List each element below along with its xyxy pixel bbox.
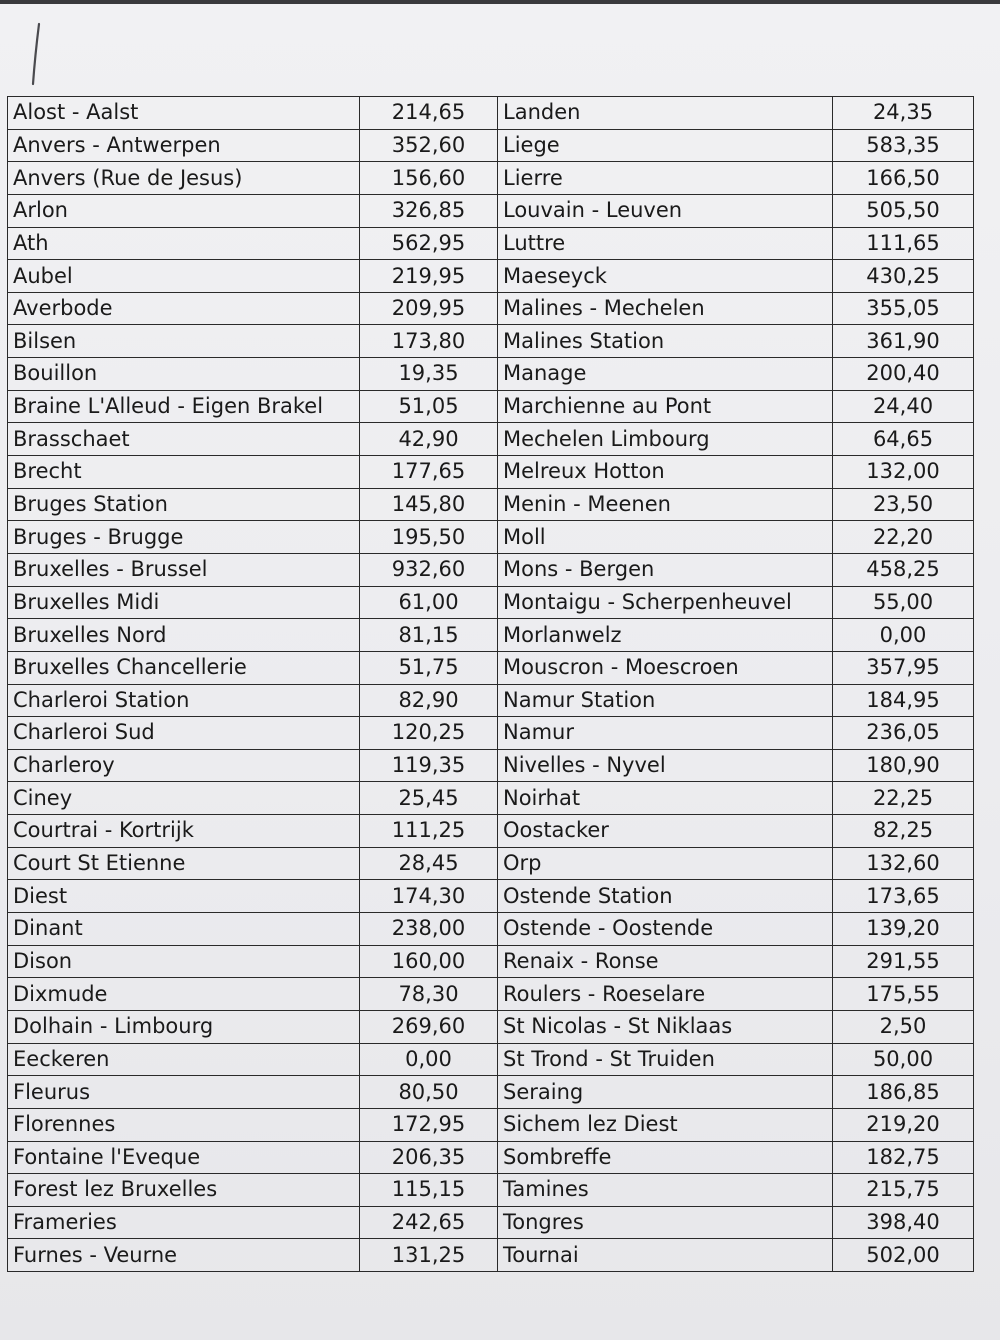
right-city-cell: Mons - Bergen [498,553,833,586]
left-value-cell: 219,95 [360,260,498,293]
right-value-cell: 236,05 [833,717,974,750]
right-city-cell: Luttre [498,227,833,260]
right-city-cell: Orp [498,847,833,880]
right-city-cell: Liege [498,129,833,162]
left-city-cell: Fleurus [8,1076,360,1109]
table-row [8,847,974,880]
right-city-cell: Malines Station [498,325,833,358]
table-row [8,913,974,946]
right-value-cell: 132,00 [833,456,974,489]
table-row [8,717,974,750]
right-value-cell: 2,50 [833,1010,974,1043]
right-city-cell: Montaigu - Scherpenheuvel [498,586,833,619]
left-city-cell: Furnes - Veurne [8,1239,360,1272]
right-value-cell: 357,95 [833,651,974,684]
left-city-cell: Eeckeren [8,1043,360,1076]
right-value-cell: 111,65 [833,227,974,260]
left-value-cell: 269,60 [360,1010,498,1043]
table-row [8,1141,974,1174]
left-value-cell: 214,65 [360,97,498,130]
left-value-cell: 160,00 [360,945,498,978]
right-city-cell: Manage [498,358,833,391]
table-row [8,880,974,913]
left-value-cell: 51,05 [360,390,498,423]
right-city-cell: Landen [498,97,833,130]
left-city-cell: Bruxelles Midi [8,586,360,619]
left-value-cell: 42,90 [360,423,498,456]
table-row [8,390,974,423]
left-value-cell: 82,90 [360,684,498,717]
right-value-cell: 184,95 [833,684,974,717]
right-city-cell: Malines - Mechelen [498,292,833,325]
left-value-cell: 78,30 [360,978,498,1011]
right-value-cell: 55,00 [833,586,974,619]
right-value-cell: 50,00 [833,1043,974,1076]
table-row [8,260,974,293]
right-value-cell: 64,65 [833,423,974,456]
right-value-cell: 219,20 [833,1108,974,1141]
table-row [8,194,974,227]
left-value-cell: 173,80 [360,325,498,358]
table-row [8,1076,974,1109]
right-value-cell: 186,85 [833,1076,974,1109]
right-city-cell: St Nicolas - St Niklaas [498,1010,833,1043]
left-city-cell: Bilsen [8,325,360,358]
right-value-cell: 430,25 [833,260,974,293]
table-row [8,749,974,782]
right-city-cell: Moll [498,521,833,554]
right-value-cell: 166,50 [833,162,974,195]
left-value-cell: 81,15 [360,619,498,652]
left-city-cell: Dolhain - Limbourg [8,1010,360,1043]
left-value-cell: 172,95 [360,1108,498,1141]
right-value-cell: 173,65 [833,880,974,913]
left-city-cell: Bouillon [8,358,360,391]
left-city-cell: Bruxelles Chancellerie [8,651,360,684]
right-city-cell: Renaix - Ronse [498,945,833,978]
right-value-cell: 291,55 [833,945,974,978]
right-city-cell: St Trond - St Truiden [498,1043,833,1076]
right-value-cell: 22,20 [833,521,974,554]
left-value-cell: 61,00 [360,586,498,619]
right-value-cell: 82,25 [833,815,974,848]
table-row [8,423,974,456]
left-city-cell: Arlon [8,194,360,227]
table-row [8,227,974,260]
left-value-cell: 156,60 [360,162,498,195]
left-city-cell: Court St Etienne [8,847,360,880]
left-value-cell: 25,45 [360,782,498,815]
right-value-cell: 361,90 [833,325,974,358]
left-value-cell: 51,75 [360,651,498,684]
table-row [8,456,974,489]
left-value-cell: 19,35 [360,358,498,391]
pen-stroke-mark [28,22,44,86]
left-city-cell: Anvers - Antwerpen [8,129,360,162]
right-value-cell: 180,90 [833,749,974,782]
right-value-cell: 502,00 [833,1239,974,1272]
right-value-cell: 355,05 [833,292,974,325]
table-row [8,488,974,521]
left-value-cell: 174,30 [360,880,498,913]
left-city-cell: Bruges - Brugge [8,521,360,554]
right-value-cell: 23,50 [833,488,974,521]
left-city-cell: Dison [8,945,360,978]
table-row [8,782,974,815]
left-value-cell: 80,50 [360,1076,498,1109]
left-city-cell: Braine L'Alleud - Eigen Brakel [8,390,360,423]
table-row [8,1239,974,1272]
table-row [8,521,974,554]
right-city-cell: Sichem lez Diest [498,1108,833,1141]
left-city-cell: Alost - Aalst [8,97,360,130]
left-city-cell: Charleroi Sud [8,717,360,750]
left-value-cell: 932,60 [360,553,498,586]
right-value-cell: 139,20 [833,913,974,946]
table-row [8,651,974,684]
left-city-cell: Anvers (Rue de Jesus) [8,162,360,195]
left-city-cell: Dinant [8,913,360,946]
right-value-cell: 22,25 [833,782,974,815]
left-value-cell: 195,50 [360,521,498,554]
right-city-cell: Sombreffe [498,1141,833,1174]
table-row [8,586,974,619]
left-value-cell: 562,95 [360,227,498,260]
table-row [8,292,974,325]
table-row [8,162,974,195]
table-row [8,815,974,848]
left-city-cell: Ath [8,227,360,260]
right-city-cell: Seraing [498,1076,833,1109]
table-row [8,1043,974,1076]
left-city-cell: Florennes [8,1108,360,1141]
left-value-cell: 209,95 [360,292,498,325]
right-city-cell: Louvain - Leuven [498,194,833,227]
left-value-cell: 131,25 [360,1239,498,1272]
right-value-cell: 175,55 [833,978,974,1011]
right-city-cell: Maeseyck [498,260,833,293]
right-city-cell: Tournai [498,1239,833,1272]
right-value-cell: 398,40 [833,1206,974,1239]
right-city-cell: Lierre [498,162,833,195]
right-city-cell: Oostacker [498,815,833,848]
table-row [8,945,974,978]
left-value-cell: 120,25 [360,717,498,750]
left-city-cell: Aubel [8,260,360,293]
right-value-cell: 583,35 [833,129,974,162]
left-city-cell: Charleroy [8,749,360,782]
right-city-cell: Ostende Station [498,880,833,913]
table-row [8,553,974,586]
left-city-cell: Dixmude [8,978,360,1011]
left-city-cell: Forest lez Bruxelles [8,1174,360,1207]
left-value-cell: 119,35 [360,749,498,782]
left-value-cell: 206,35 [360,1141,498,1174]
right-city-cell: Tamines [498,1174,833,1207]
left-city-cell: Ciney [8,782,360,815]
left-city-cell: Frameries [8,1206,360,1239]
right-city-cell: Namur Station [498,684,833,717]
left-city-cell: Bruxelles - Brussel [8,553,360,586]
left-city-cell: Bruges Station [8,488,360,521]
left-value-cell: 242,65 [360,1206,498,1239]
left-value-cell: 0,00 [360,1043,498,1076]
right-value-cell: 0,00 [833,619,974,652]
table-row [8,129,974,162]
right-value-cell: 24,35 [833,97,974,130]
table-row [8,1206,974,1239]
left-value-cell: 145,80 [360,488,498,521]
left-value-cell: 111,25 [360,815,498,848]
right-value-cell: 182,75 [833,1141,974,1174]
left-city-cell: Brecht [8,456,360,489]
table-row [8,97,974,130]
table-row [8,325,974,358]
right-value-cell: 200,40 [833,358,974,391]
table-row [8,978,974,1011]
left-value-cell: 326,85 [360,194,498,227]
left-value-cell: 177,65 [360,456,498,489]
price-table [7,96,974,1272]
right-value-cell: 458,25 [833,553,974,586]
right-city-cell: Nivelles - Nyvel [498,749,833,782]
left-value-cell: 115,15 [360,1174,498,1207]
left-city-cell: Bruxelles Nord [8,619,360,652]
table-row [8,619,974,652]
right-city-cell: Roulers - Roeselare [498,978,833,1011]
table-row [8,1108,974,1141]
right-value-cell: 132,60 [833,847,974,880]
left-city-cell: Courtrai - Kortrijk [8,815,360,848]
left-city-cell: Brasschaet [8,423,360,456]
table-body [8,97,974,1272]
right-city-cell: Tongres [498,1206,833,1239]
table-row [8,358,974,391]
left-city-cell: Charleroi Station [8,684,360,717]
right-city-cell: Namur [498,717,833,750]
right-city-cell: Menin - Meenen [498,488,833,521]
left-city-cell: Diest [8,880,360,913]
right-city-cell: Mechelen Limbourg [498,423,833,456]
right-city-cell: Noirhat [498,782,833,815]
table-row [8,1010,974,1043]
left-value-cell: 352,60 [360,129,498,162]
table-row [8,1174,974,1207]
right-value-cell: 24,40 [833,390,974,423]
left-value-cell: 238,00 [360,913,498,946]
left-value-cell: 28,45 [360,847,498,880]
right-city-cell: Ostende - Oostende [498,913,833,946]
right-city-cell: Marchienne au Pont [498,390,833,423]
table-row [8,684,974,717]
left-city-cell: Averbode [8,292,360,325]
right-city-cell: Morlanwelz [498,619,833,652]
right-city-cell: Melreux Hotton [498,456,833,489]
right-city-cell: Mouscron - Moescroen [498,651,833,684]
right-value-cell: 505,50 [833,194,974,227]
left-city-cell: Fontaine l'Eveque [8,1141,360,1174]
right-value-cell: 215,75 [833,1174,974,1207]
